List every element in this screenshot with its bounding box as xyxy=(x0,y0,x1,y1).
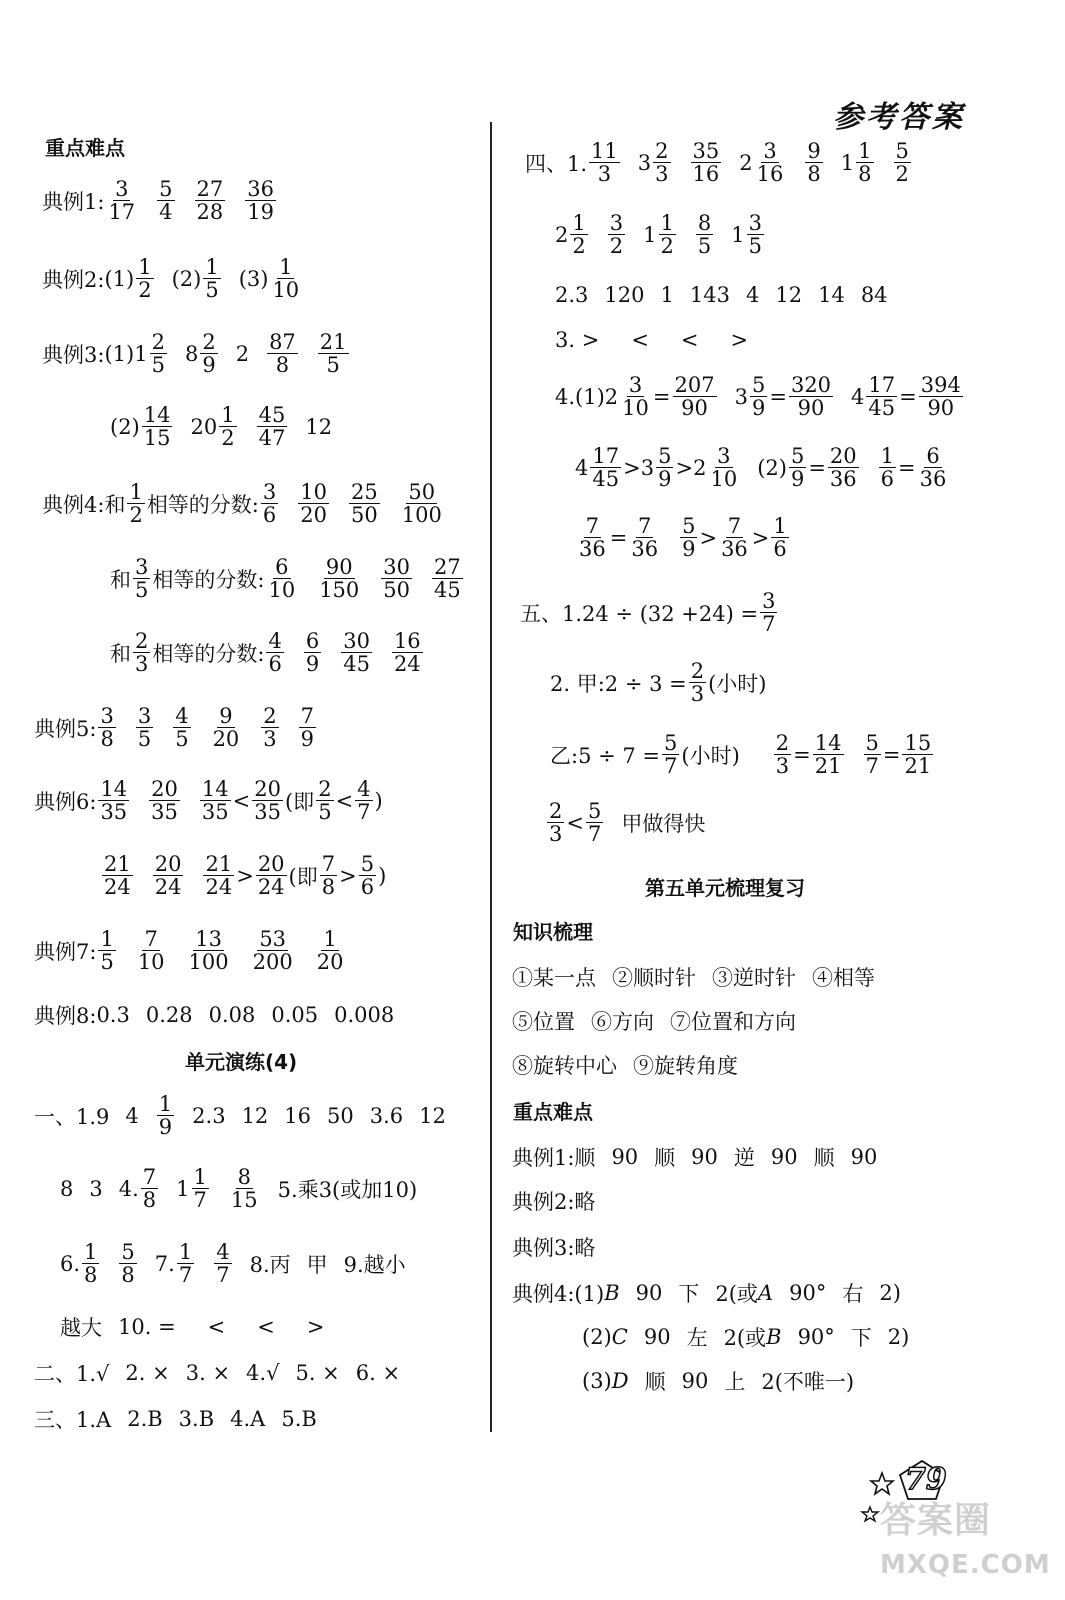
section-5-row-4: $\frac{2}{3}$ < $\frac{5}{7}$ 甲做得快 xyxy=(549,799,706,847)
fraction: $\frac{7}{8}$ xyxy=(142,1165,157,1213)
fraction: $\frac{5}{6}$ xyxy=(360,852,375,900)
key-example-2: 典例2:略 xyxy=(512,1190,596,1214)
example-5-row: 典例5: $\frac{3}{8}$ $\frac{3}{5}$ $\frac{4}{5}$ $\frac{9}{20}$ $\frac{2}{3}$ $\frac{7}{9}$ xyxy=(34,704,315,752)
fraction: $\frac{3}{5}$ xyxy=(135,555,149,603)
fraction: $\frac{21}{24}$ xyxy=(205,852,233,900)
left-heading: 重点难点 xyxy=(45,136,125,160)
section-3-row: 三、1.A 2.B 3.B 4.A 5.B xyxy=(34,1407,317,1432)
watermark-url: MXQE.COM xyxy=(880,1550,1051,1580)
section-4-row-1: 四、1. $\frac{11}{3}$ 3 $\frac{2}{3}$ $\frac{35}{16}$ 2 $\frac{3}{16}$ $\frac{9}{8}$ 1 $\frac{1}{8}$ $\frac{5}{2}$ xyxy=(525,139,909,187)
fraction: $\frac{2}{5}$ xyxy=(318,777,332,825)
fraction: $\frac{5}{7}$ xyxy=(587,799,602,847)
fraction: $\frac{1}{20}$ xyxy=(316,927,344,975)
fraction: $\frac{7}{36}$ xyxy=(631,514,659,562)
fraction: $\frac{4}{7}$ xyxy=(216,1240,230,1288)
fraction: $\frac{2}{5}$ xyxy=(151,330,165,378)
fraction: $\frac{2}{9}$ xyxy=(202,330,216,378)
fraction: $\frac{1}{6}$ xyxy=(773,514,787,562)
fraction: $\frac{2}{3}$ xyxy=(135,629,149,677)
section-5-row-2: 2. 甲:2 ÷ 3 = $\frac{2}{3}$ (小时) xyxy=(550,659,767,707)
fraction: $\frac{1}{8}$ xyxy=(84,1240,98,1288)
fraction: $\frac{5}{4}$ xyxy=(159,177,173,225)
fraction: $\frac{5}{9}$ xyxy=(751,373,766,421)
fraction: $\frac{7}{8}$ xyxy=(321,852,336,900)
fraction: $\frac{3}{8}$ xyxy=(100,704,114,752)
fraction: $\frac{1}{7}$ xyxy=(178,1240,193,1288)
fraction: $\frac{2}{3}$ xyxy=(775,731,790,779)
fraction: $\frac{1}{2}$ xyxy=(660,211,674,259)
section-1-row-2: 8 3 4. $\frac{7}{8}$ 1 $\frac{1}{7}$ $\frac{8}{15}$ 5.乘3(或加10) xyxy=(60,1165,418,1213)
fraction: $\frac{45}{47}$ xyxy=(258,403,286,451)
section-2-row: 二、1.√ 2. × 3. × 4.√ 5. × 6. × xyxy=(34,1361,401,1386)
fraction: $\frac{30}{50}$ xyxy=(383,555,411,603)
key-example-1: 典例1:顺 90 顺 90 逆 90 顺 90 xyxy=(512,1145,878,1170)
example-4-row-3: 和 $\frac{2}{3}$ 相等的分数: $\frac{4}{6}$ $\frac{6}{9}$ $\frac{30}{45}$ $\frac{16}{24}$ xyxy=(110,629,421,677)
fraction: $\frac{1}{5}$ xyxy=(205,255,219,303)
example-4-row-1: 典例4: 和 $\frac{1}{2}$ 相等的分数: $\frac{3}{6}$ $\frac{10}{20}$ $\frac{25}{50}$ $\frac{50}{100}$ xyxy=(42,480,442,528)
fraction: $\frac{36}{19}$ xyxy=(247,177,275,225)
fraction: $\frac{21}{24}$ xyxy=(104,852,131,900)
fraction: $\frac{3}{7}$ xyxy=(762,589,776,637)
fraction: $\frac{2}{3}$ xyxy=(549,799,563,847)
key-example-4-row-1: 典例4:(1) B 90 下 2(或 A 90° 右 2) xyxy=(512,1281,901,1306)
fraction: $\frac{3}{10}$ xyxy=(622,373,649,421)
knowledge-heading: 知识梳理 xyxy=(513,920,593,944)
fraction: $\frac{4}{5}$ xyxy=(175,704,189,752)
section-4-row-5: 4.(1)2 $\frac{3}{10}$ = $\frac{207}{90}$ 3 $\frac{5}{9}$ = $\frac{320}{90}$ 4 $\frac{17}{45}$ = $\frac{394}{90}$ xyxy=(555,373,961,421)
fraction: $\frac{5}{9}$ xyxy=(790,444,805,492)
fraction: $\frac{1}{10}$ xyxy=(272,255,300,303)
fraction: $\frac{17}{45}$ xyxy=(592,444,620,492)
fraction: $\frac{10}{20}$ xyxy=(300,480,327,528)
fraction: $\frac{21}{5}$ xyxy=(319,330,347,378)
fraction: $\frac{5}{7}$ xyxy=(664,731,678,779)
fraction: $\frac{35}{16}$ xyxy=(692,139,720,187)
example-4-row-2: 和 $\frac{3}{5}$ 相等的分数: $\frac{6}{10}$ $\frac{90}{150}$ $\frac{30}{50}$ $\frac{27}{45}$ xyxy=(110,555,461,603)
fraction: $\frac{20}{24}$ xyxy=(154,852,182,900)
fraction: $\frac{3}{10}$ xyxy=(710,444,738,492)
fraction: $\frac{1}{9}$ xyxy=(158,1092,173,1140)
example-7-row: 典例7: $\frac{1}{5}$ $\frac{7}{10}$ $\frac{13}{100}$ $\frac{53}{200}$ $\frac{1}{20}$ xyxy=(34,927,344,975)
fraction: $\frac{50}{100}$ xyxy=(401,480,442,528)
key-example-4-row-2: (2) C 90 左 2(或 B 90° 下 2) xyxy=(582,1325,910,1350)
fraction: $\frac{3}{2}$ xyxy=(609,211,624,259)
watermark-text: 答案圈 xyxy=(880,1500,992,1541)
fraction: $\frac{20}{36}$ xyxy=(829,444,857,492)
fraction: $\frac{1}{2}$ xyxy=(572,211,586,259)
example-3-row-2: (2) $\frac{14}{15}$ 20 $\frac{1}{2}$ $\frac{45}{47}$ 12 xyxy=(110,403,333,451)
fraction: $\frac{320}{90}$ xyxy=(790,373,832,421)
fraction: $\frac{4}{6}$ xyxy=(268,629,282,677)
example-8-row: 典例8: 0.3 0.28 0.08 0.05 0.008 xyxy=(34,1003,395,1028)
example-6-row-2: $\frac{21}{24}$ $\frac{20}{24}$ $\frac{21}{24}$ > $\frac{20}{24}$ (即 $\frac{7}{8}$ > $\frac{5}{6}$ ) xyxy=(104,852,387,900)
fraction: $\frac{394}{90}$ xyxy=(920,373,961,421)
fraction: $\frac{2}{3}$ xyxy=(690,659,705,707)
fraction: $\frac{20}{35}$ xyxy=(254,777,281,825)
fraction: $\frac{27}{45}$ xyxy=(434,555,461,603)
section-5-row-3: 乙:5 ÷ 7 = $\frac{5}{7}$ (小时) $\frac{2}{3}$ = $\frac{14}{21}$ $\frac{5}{7}$ = $\frac{15}{21}$ xyxy=(550,731,932,779)
fraction: $\frac{6}{36}$ xyxy=(919,444,947,492)
fraction: $\frac{7}{36}$ xyxy=(721,514,748,562)
fraction: $\frac{3}{16}$ xyxy=(756,139,784,187)
fraction: $\frac{3}{17}$ xyxy=(108,177,136,225)
fraction: $\frac{16}{24}$ xyxy=(393,629,421,677)
section-4-row-2: 2 $\frac{1}{2}$ $\frac{3}{2}$ 1 $\frac{1}{2}$ $\frac{8}{5}$ 1 $\frac{3}{5}$ xyxy=(555,211,762,259)
section-4-row-7: $\frac{7}{36}$ = $\frac{7}{36}$ $\frac{5}{9}$ > $\frac{7}{36}$ > $\frac{1}{6}$ xyxy=(579,514,787,562)
knowledge-row-2: ⑤位置 ⑥方向 ⑦位置和方向 xyxy=(512,1010,796,1034)
fraction: $\frac{4}{7}$ xyxy=(357,777,371,825)
fraction: $\frac{5}{9}$ xyxy=(658,444,672,492)
fraction: $\frac{53}{200}$ xyxy=(252,927,293,975)
fraction: $\frac{7}{36}$ xyxy=(579,514,606,562)
key-example-4-row-3: (3) D 顺 90 上 2(不唯一) xyxy=(582,1369,855,1394)
fraction: $\frac{20}{24}$ xyxy=(257,852,285,900)
section-5-row-1: 五、1.24 ÷ (32 +24) = $\frac{3}{7}$ xyxy=(520,589,776,637)
fraction: $\frac{8}{15}$ xyxy=(230,1165,258,1213)
fraction: $\frac{14}{35}$ xyxy=(100,777,128,825)
fraction: $\frac{5}{9}$ xyxy=(682,514,696,562)
section-4-row-6: 4 $\frac{17}{45}$ > 3 $\frac{5}{9}$ > 2 $\frac{3}{10}$ (2) $\frac{5}{9}$ = $\frac{20}{36}$ $\frac{1}{6}$ = $\frac{6}{36}$ xyxy=(575,444,947,492)
fraction: $\frac{8}{5}$ xyxy=(697,211,712,259)
column-divider xyxy=(490,122,492,1432)
section-4-row-4: 3. > < < > xyxy=(555,328,749,352)
fraction: $\frac{6}{9}$ xyxy=(305,629,320,677)
unit-4-title: 单元演练(4) xyxy=(185,1050,298,1074)
fraction: $\frac{7}{9}$ xyxy=(300,704,315,752)
fraction: $\frac{5}{2}$ xyxy=(895,139,909,187)
fraction: $\frac{1}{8}$ xyxy=(858,139,872,187)
fraction: $\frac{2}{3}$ xyxy=(263,704,277,752)
section-1-row-4: 越大 10. = < < > xyxy=(60,1315,325,1340)
knowledge-row-1: ①某一点 ②顺时针 ③逆时针 ④相等 xyxy=(512,966,875,990)
fraction: $\frac{9}{8}$ xyxy=(807,139,821,187)
fraction: $\frac{1}{7}$ xyxy=(193,1165,207,1213)
key-example-3: 典例3:略 xyxy=(512,1236,596,1260)
example-2-row: 典例2: (1) $\frac{1}{2}$ (2) $\frac{1}{5}$ (3) $\frac{1}{10}$ xyxy=(42,255,300,303)
unit-5-title: 第五单元梳理复习 xyxy=(645,876,805,900)
fraction: $\frac{1}{6}$ xyxy=(880,444,895,492)
example-3-row-1: 典例3: (1) 1 $\frac{2}{5}$ 8 $\frac{2}{9}$ 2 $\frac{87}{8}$ $\frac{21}{5}$ xyxy=(42,330,347,378)
fraction: $\frac{1}{2}$ xyxy=(138,255,152,303)
page-header-title: 参考答案 xyxy=(833,100,965,135)
fraction: $\frac{5}{8}$ xyxy=(121,1240,135,1288)
fraction: $\frac{14}{35}$ xyxy=(201,777,229,825)
fraction: $\frac{27}{28}$ xyxy=(196,177,224,225)
fraction: $\frac{3}{6}$ xyxy=(262,480,277,528)
fraction: $\frac{5}{7}$ xyxy=(865,731,879,779)
fraction: $\frac{1}{2}$ xyxy=(129,480,143,528)
fraction: $\frac{25}{50}$ xyxy=(351,480,378,528)
fraction: $\frac{30}{45}$ xyxy=(343,629,370,677)
fraction: $\frac{90}{150}$ xyxy=(319,555,360,603)
section-4-row-3: 2.3 120 1 143 4 12 14 84 xyxy=(555,283,888,307)
fraction: $\frac{14}{21}$ xyxy=(814,731,842,779)
fraction: $\frac{9}{20}$ xyxy=(212,704,240,752)
fraction: $\frac{6}{10}$ xyxy=(268,555,296,603)
fraction: $\frac{15}{21}$ xyxy=(904,731,932,779)
fraction: $\frac{13}{100}$ xyxy=(188,927,229,975)
example-1-row: 典例1: $\frac{3}{17}$ $\frac{5}{4}$ $\frac{27}{28}$ $\frac{36}{19}$ xyxy=(42,177,275,225)
example-6-row-1: 典例6: $\frac{14}{35}$ $\frac{20}{35}$ $\frac{14}{35}$ < $\frac{20}{35}$ (即 $\frac{2}{5}$ < $\frac{4}{7}$ ) xyxy=(34,777,383,825)
page-number: 79 xyxy=(905,1462,947,1497)
fraction: $\frac{87}{8}$ xyxy=(269,330,296,378)
fraction: $\frac{14}{15}$ xyxy=(143,403,171,451)
section-1-row-3: 6. $\frac{1}{8}$ $\frac{5}{8}$ 7. $\frac{1}{7}$ $\frac{4}{7}$ 8.丙 甲 9.越小 xyxy=(60,1240,406,1288)
fraction: $\frac{3}{5}$ xyxy=(748,211,762,259)
fraction: $\frac{1}{2}$ xyxy=(221,403,235,451)
fraction: $\frac{3}{5}$ xyxy=(137,704,152,752)
fraction: $\frac{20}{35}$ xyxy=(151,777,178,825)
fraction: $\frac{207}{90}$ xyxy=(674,373,715,421)
fraction: $\frac{2}{3}$ xyxy=(655,139,669,187)
fraction: $\frac{11}{3}$ xyxy=(591,139,618,187)
knowledge-row-3: ⑧旋转中心 ⑨旋转角度 xyxy=(512,1054,738,1078)
fraction: $\frac{1}{5}$ xyxy=(100,927,114,975)
fraction: $\frac{7}{10}$ xyxy=(137,927,165,975)
key-heading: 重点难点 xyxy=(513,1100,593,1124)
fraction: $\frac{17}{45}$ xyxy=(868,373,896,421)
section-1-row-1: 一、1.9 4 $\frac{1}{9}$ 2.3 12 16 50 3.6 12 xyxy=(34,1092,446,1140)
